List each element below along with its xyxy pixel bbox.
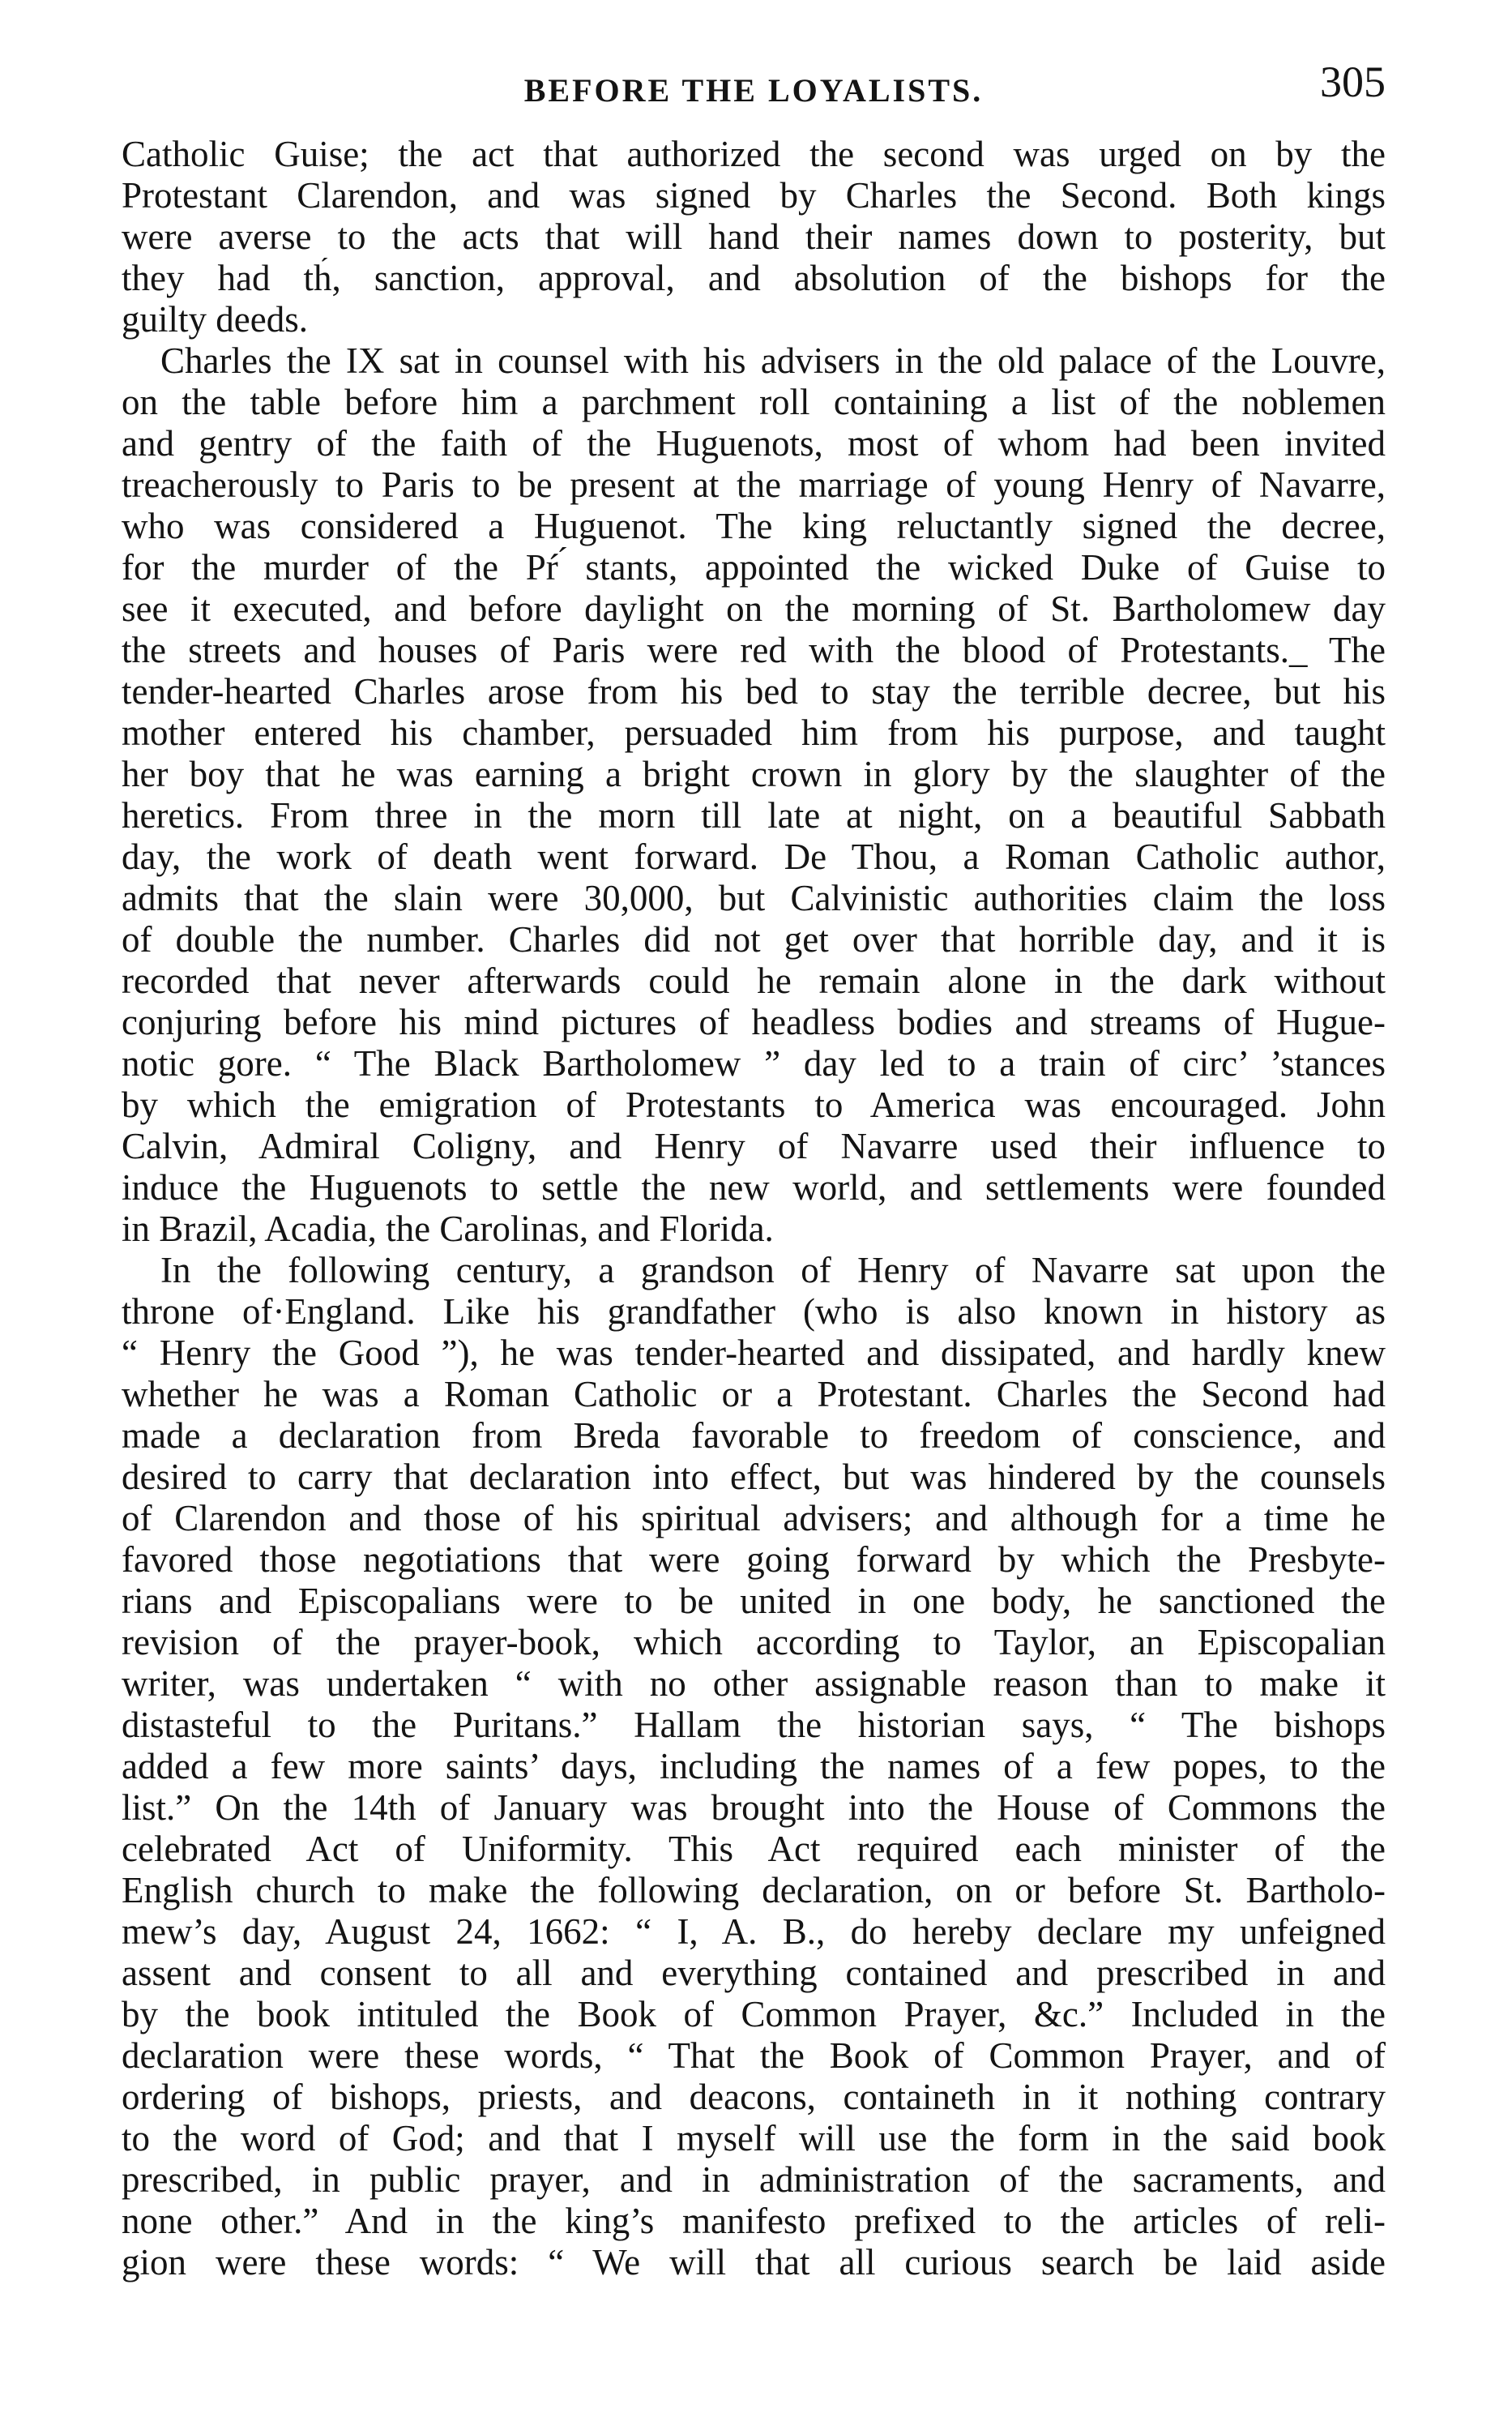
running-title: BEFORE THE LOYALISTS. [523, 72, 984, 109]
text-line: declaration were these words, “ That the Book of Common Prayer, and of [122, 2035, 1386, 2076]
text-line: whether he was a Roman Catholic or a Protestant. Charles the Second had [122, 1374, 1386, 1414]
text-line: prescribed, in public prayer, and in administration of the sacraments, and [122, 2159, 1386, 2200]
text-line: day, the work of death went forward. De Thou, a Roman Catholic author, [122, 836, 1386, 877]
text-line: made a declaration from Breda favorable to freedom of conscience, and [122, 1415, 1386, 1456]
text-line: rians and Episcopalians were to be united in one body, he sanctioned the [122, 1581, 1386, 1621]
text-line: Catholic Guise; the act that authorized the second was urged on by the [122, 134, 1386, 174]
text-line: tender-hearted Charles arose from his bed to stay the terrible decree, but his [122, 671, 1386, 712]
text-line: of Clarendon and those of his spiritual advisers; and although for a time he [122, 1498, 1386, 1538]
text-line: Calvin, Admiral Coligny, and Henry of Navarre used their influence to [122, 1126, 1386, 1166]
text-line: were averse to the acts that will hand their names down to posterity, but [122, 216, 1386, 257]
text-line: “ Henry the Good ”), he was tender-hearted and dissipated, and hardly knew [122, 1333, 1386, 1373]
text-line: by which the emigration of Protestants to America was encouraged. John [122, 1085, 1386, 1125]
body-text [122, 134, 1386, 2325]
page-number: 305 [1320, 58, 1386, 106]
text-line: assent and consent to all and everything contained and prescribed in and [122, 1953, 1386, 1993]
text-line: none other.” And in the king’s manifesto prefixed to the articles of reli- [122, 2201, 1386, 2241]
text-line: the streets and houses of Paris were red with the blood of Protestants._ The [122, 630, 1386, 670]
text-line: English church to make the following declaration, on or before St. Bartholo- [122, 1870, 1386, 1910]
text-line: by the book intituled the Book of Common Prayer, &c.” Included in the [122, 1994, 1386, 2034]
text-line: desired to carry that declaration into effect, but was hindered by the counsels [122, 1457, 1386, 1497]
paragraph-start-line: Charles the IX sat in counsel with his advisers in the old palace of the Louvre, [160, 340, 1386, 381]
paragraph-start-line: In the following century, a grandson of Henry of Navarre sat upon the [160, 1250, 1386, 1290]
text-line: ordering of bishops, priests, and deacons, containeth in it nothing contrary [122, 2077, 1386, 2117]
text-line: celebrated Act of Uniformity. This Act required each minister of the [122, 1829, 1386, 1869]
text-line: guilty deeds. [122, 299, 308, 340]
text-line: added a few more saints’ days, including the names of a few popes, to the [122, 1746, 1386, 1786]
text-line: on the table before him a parchment roll containing a list of the noblemen [122, 382, 1386, 422]
text-line: mew’s day, August 24, 1662: “ I, A. B., do hereby declare my unfeigned [122, 1911, 1386, 1952]
text-line: heretics. From three in the morn till late at night, on a beautiful Sabbath [122, 795, 1386, 836]
text-line: conjuring before his mind pictures of headless bodies and streams of Hugue- [122, 1002, 1386, 1042]
text-line: favored those negotiations that were going forward by which the Presbyte- [122, 1539, 1386, 1580]
text-line: in Brazil, Acadia, the Carolinas, and Florida. [122, 1209, 774, 1249]
text-line [122, 2283, 1386, 2325]
text-line: see it executed, and before daylight on the morning of St. Bartholomew day [122, 588, 1386, 629]
text-line: to the word of God; and that I myself will use the form in the said book [122, 2118, 1386, 2158]
text-line: recorded that never afterwards could he remain alone in the dark without [122, 960, 1386, 1001]
text-line: mother entered his chamber, persuaded him from his purpose, and taught [122, 712, 1386, 753]
text-line: gion were these words: “ We will that all curious search be laid aside [122, 2242, 1386, 2283]
text-line: notic gore. “ The Black Bartholomew ” day led to a train of circ’ ’stances [122, 1043, 1386, 1084]
text-line: list.” On the 14th of January was brought into the House of Commons the [122, 1787, 1386, 1828]
running-head [122, 57, 1386, 113]
text-line: writer, was undertaken “ with no other assignable reason than to make it [122, 1663, 1386, 1704]
text-line: induce the Huguenots to settle the new world, and settlements were founded [122, 1167, 1386, 1208]
text-line: of double the number. Charles did not get over that horrible day, and it is [122, 919, 1386, 960]
text-line: treacherously to Paris to be present at the marriage of young Henry of Navarre, [122, 464, 1386, 505]
text-line: and gentry of the faith of the Huguenots, most of whom had been invited [122, 423, 1386, 464]
text-line: throne of·England. Like his grandfather (who is also known in history as [122, 1291, 1386, 1332]
text-line: for the murder of the Pŕ ́stants, appointed the wicked Duke of Guise to [122, 547, 1386, 588]
text-line: her boy that he was earning a bright crown in glory by the slaughter of the [122, 754, 1386, 794]
text-line: revision of the prayer-book, which according to Taylor, an Episcopalian [122, 1622, 1386, 1662]
text-line: they had th́, sanction, approval, and absolution of the bishops for the [122, 258, 1386, 298]
text-line: who was considered a Huguenot. The king reluctantly signed the decree, [122, 506, 1386, 546]
text-line: Protestant Clarendon, and was signed by Charles the Second. Both kings [122, 175, 1386, 216]
text-line: admits that the slain were 30,000, but Calvinistic authorities claim the loss [122, 878, 1386, 918]
text-line: distasteful to the Puritans.” Hallam the historian says, “ The bishops [122, 1705, 1386, 1745]
